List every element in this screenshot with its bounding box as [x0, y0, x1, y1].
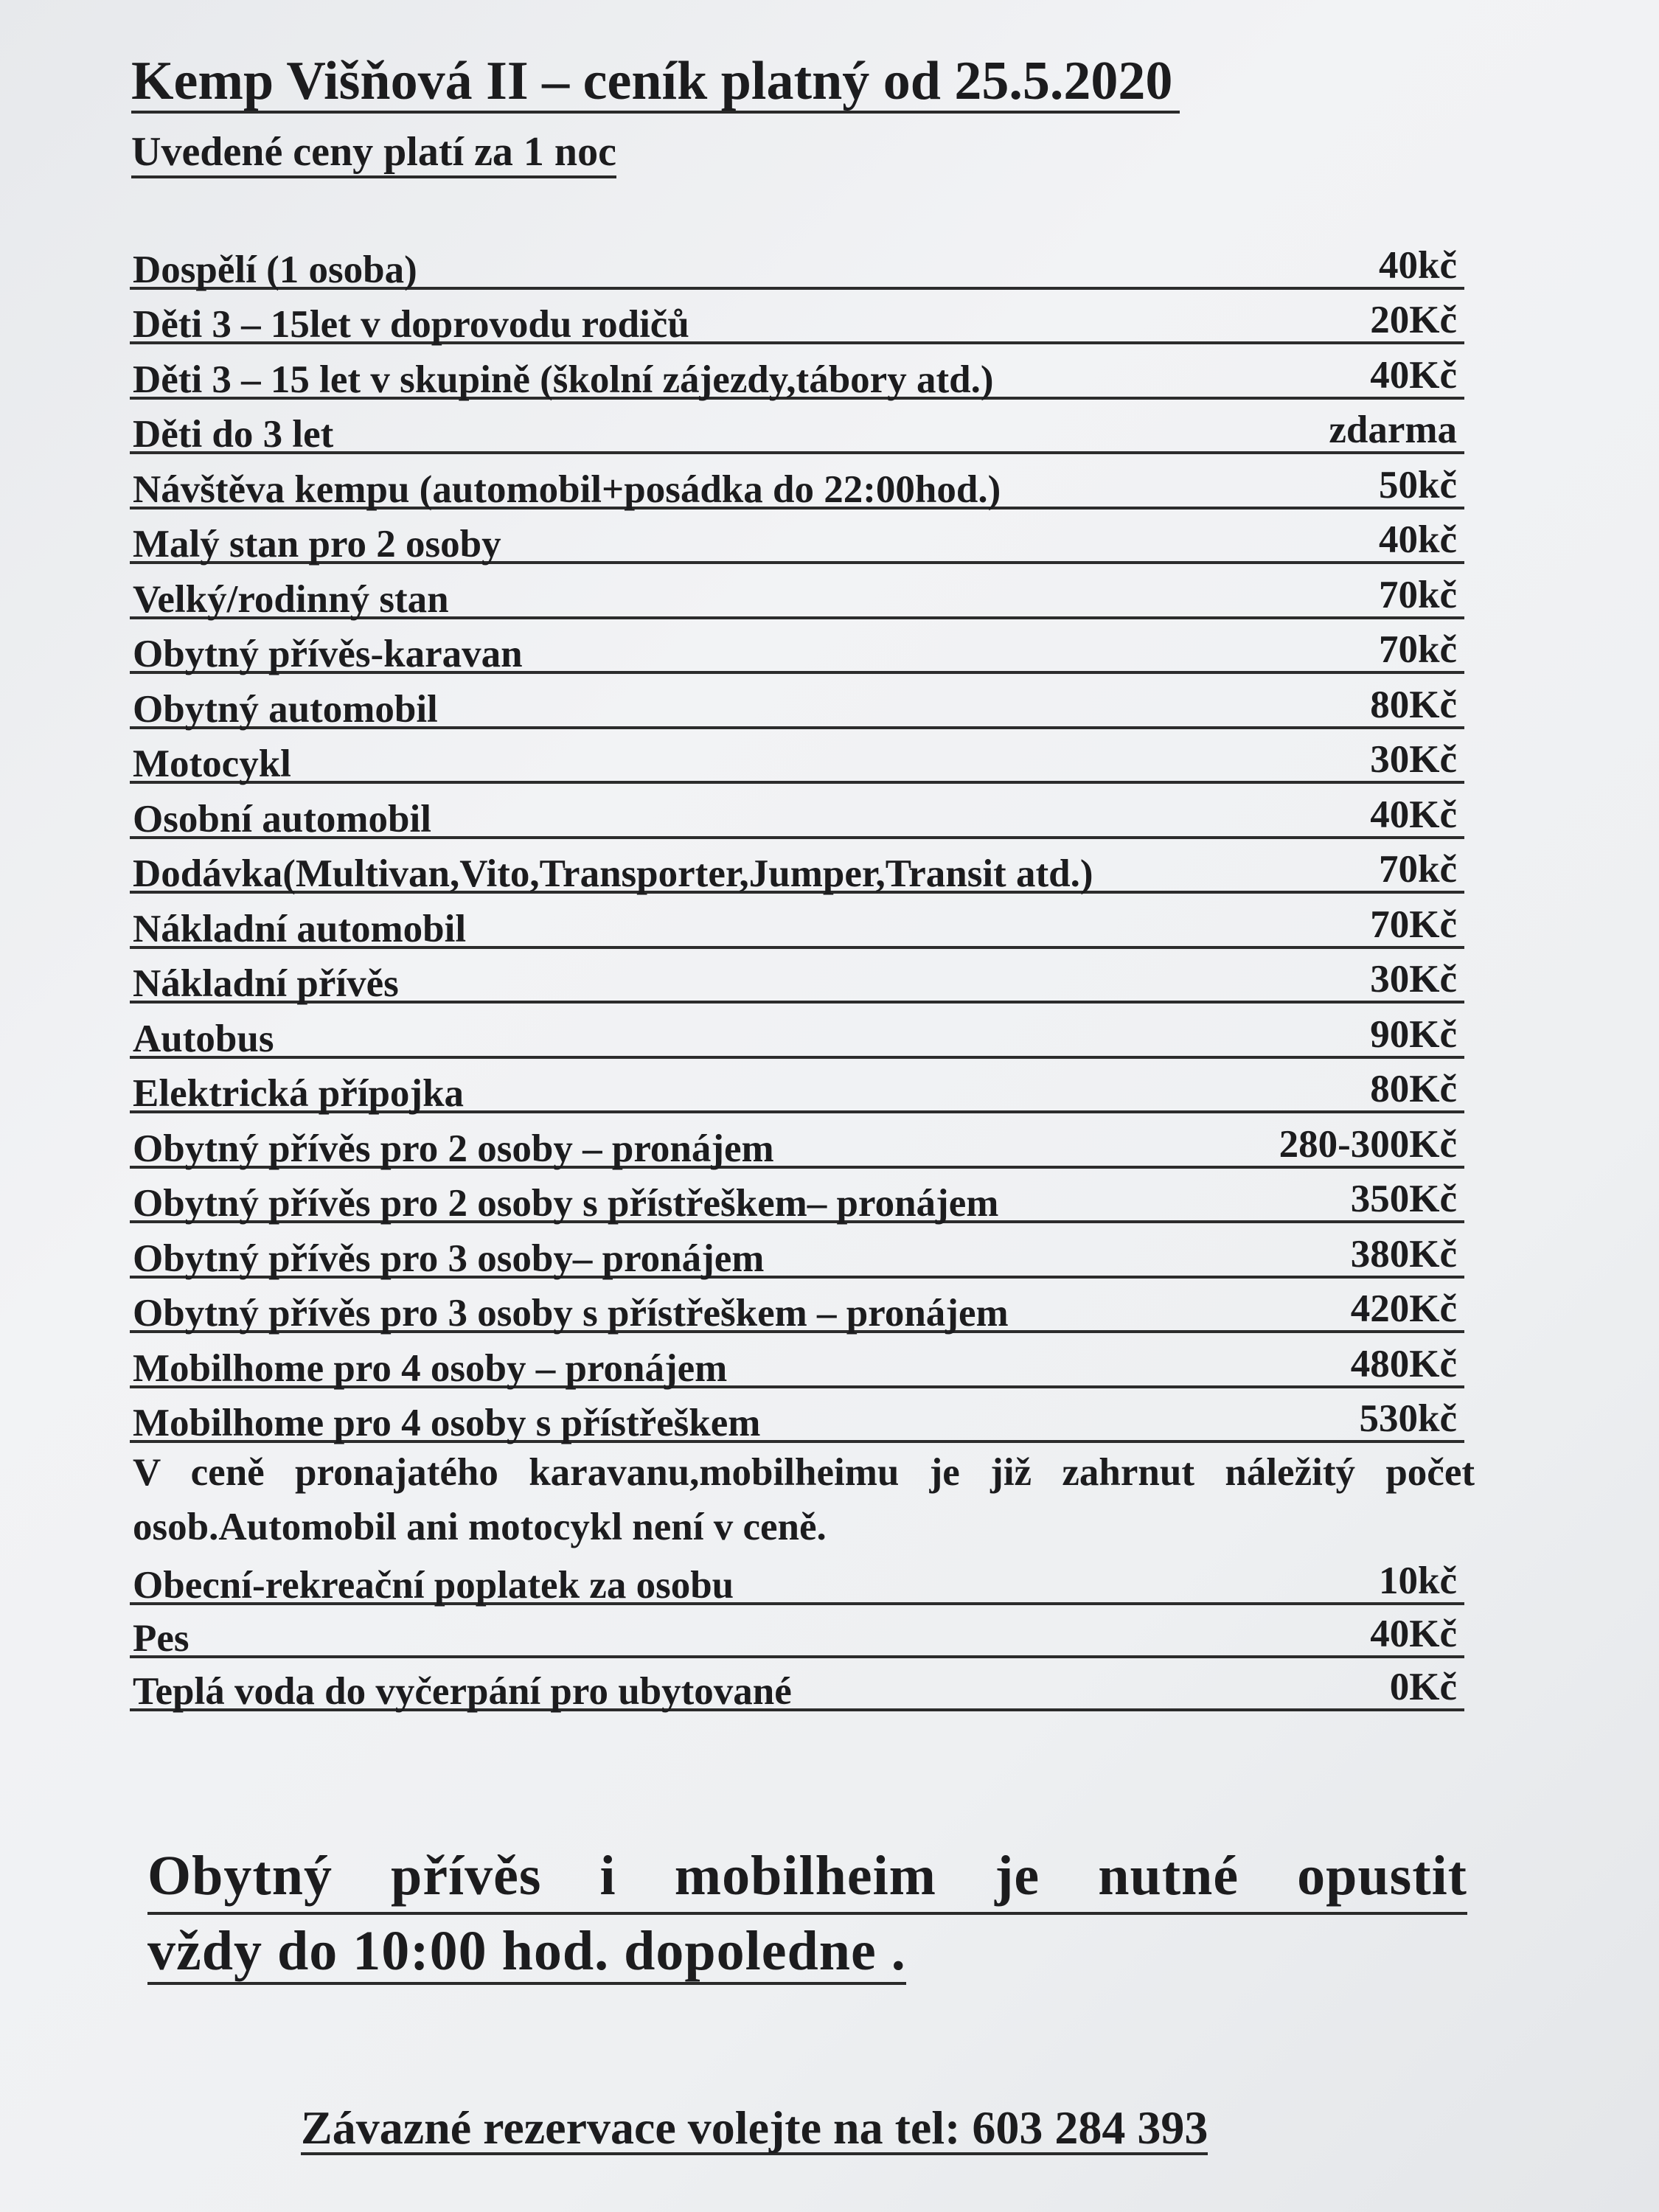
- price-row-value: 480Kč: [1350, 1342, 1457, 1385]
- price-row-label: Děti do 3 let: [133, 413, 334, 456]
- price-row-value: 280-300Kč: [1279, 1122, 1457, 1166]
- price-row-value: 530kč: [1359, 1397, 1457, 1440]
- price-row: [130, 784, 1464, 839]
- price-row-value: 30Kč: [1370, 738, 1457, 781]
- price-row-label: Pes: [133, 1617, 189, 1660]
- price-row-label: Návštěva kempu (automobil+posádka do 22:00hod.): [133, 467, 1001, 511]
- price-row-value: 420Kč: [1350, 1287, 1457, 1330]
- price-row-label: Motocykl: [133, 742, 291, 785]
- price-row-label: Obytný přívěs pro 2 osoby – pronájem: [133, 1127, 774, 1170]
- price-row-label: Velký/rodinný stan: [133, 577, 449, 621]
- price-list: [130, 234, 1464, 1443]
- price-row-value: 40Kč: [1370, 793, 1457, 836]
- price-row-label: Nákladní přívěs: [133, 962, 399, 1005]
- price-row-value: 0Kč: [1389, 1666, 1457, 1708]
- price-row-value: 40kč: [1379, 243, 1457, 287]
- price-row-value: 380Kč: [1350, 1232, 1457, 1276]
- price-row-value: 70Kč: [1370, 902, 1457, 946]
- price-row-value: 10kč: [1379, 1559, 1457, 1602]
- price-row-label: Malý stan pro 2 osoby: [133, 523, 501, 566]
- extras-list: [130, 1552, 1464, 1711]
- checkout-warning-line-2-text: vždy do 10:00 hod. dopoledne .: [147, 1920, 906, 1985]
- price-row: [130, 1605, 1464, 1658]
- price-row-value: 80Kč: [1370, 683, 1457, 726]
- price-row: [130, 1004, 1464, 1059]
- price-row: [130, 1658, 1464, 1711]
- included-note: V ceně pronajatého karavanu,mobilheimu je již zahrnut náležitý počet osob.Automobil ani motocykl není v ceně.: [133, 1451, 1475, 1548]
- price-row: [130, 234, 1464, 290]
- price-row-label: Dodávka(Multivan,Vito,Transporter,Jumper,Transit atd.): [133, 852, 1093, 895]
- price-row-label: Obytný přívěs-karavan: [133, 633, 523, 675]
- price-row: [130, 400, 1464, 455]
- price-row-label: Obytný automobil: [133, 687, 438, 731]
- price-row-label: Mobilhome pro 4 osoby – pronájem: [133, 1346, 728, 1390]
- price-row: [130, 509, 1464, 565]
- price-row-value: 30Kč: [1370, 958, 1457, 1001]
- price-row: [130, 454, 1464, 509]
- price-row: [130, 949, 1464, 1004]
- price-row-value: 70kč: [1379, 628, 1457, 671]
- price-row: [130, 619, 1464, 675]
- checkout-warning-line-1: Obytný přívěs i mobilheim je nutné opustit: [147, 1840, 1467, 1915]
- price-row-value: 70kč: [1379, 848, 1457, 891]
- price-row-value: 20Kč: [1370, 299, 1457, 341]
- price-row-label: Dospělí (1 osoba): [133, 248, 417, 291]
- checkout-warning-line-2: [147, 1915, 1467, 1987]
- price-row-value: 350Kč: [1350, 1178, 1457, 1220]
- reservation-contact: Závazné rezervace volejte na tel: 603 284 393: [301, 2103, 1208, 2155]
- price-row-value: 50kč: [1379, 463, 1457, 507]
- price-row-label: Obytný přívěs pro 2 osoby s přístřeškem– pronájem: [133, 1182, 999, 1225]
- price-row-label: Obytný přívěs pro 3 osoby– pronájem: [133, 1237, 765, 1280]
- price-row: [130, 839, 1464, 894]
- price-row: [130, 1113, 1464, 1169]
- price-row-label: Elektrická přípojka: [133, 1072, 465, 1115]
- price-row: [130, 1059, 1464, 1114]
- price-row-label: Nákladní automobil: [133, 907, 467, 950]
- price-row: [130, 729, 1464, 785]
- price-row-value: zdarma: [1329, 408, 1457, 451]
- price-row-label: Osobní automobil: [133, 797, 431, 841]
- price-row: [130, 564, 1464, 619]
- price-row: [130, 1333, 1464, 1388]
- price-row: [130, 344, 1464, 400]
- price-row-value: 40Kč: [1370, 1613, 1457, 1655]
- price-row: [130, 1279, 1464, 1334]
- price-row-value: 70kč: [1379, 573, 1457, 616]
- price-row-label: Teplá voda do vyčerpání pro ubytované: [133, 1670, 792, 1713]
- price-row: [130, 1388, 1464, 1444]
- price-row: [130, 894, 1464, 949]
- price-row: [130, 1169, 1464, 1224]
- price-row: [130, 674, 1464, 729]
- price-row-label: Děti 3 – 15 let v skupině (školní zájezdy,tábory atd.): [133, 358, 994, 401]
- price-row-label: Obytný přívěs pro 3 osoby s přístřeškem – pronájem: [133, 1292, 1009, 1335]
- price-row-label: Děti 3 – 15let v doprovodu rodičů: [133, 303, 689, 346]
- price-row-label: Autobus: [133, 1017, 274, 1060]
- price-row-label: Obecní-rekreační poplatek za osobu: [133, 1564, 734, 1607]
- price-row: [130, 1552, 1464, 1605]
- price-row-value: 80Kč: [1370, 1068, 1457, 1110]
- page-subtitle: Uvedené ceny platí za 1 noc: [131, 130, 616, 178]
- price-row-value: 90Kč: [1370, 1012, 1457, 1056]
- price-row: [130, 1223, 1464, 1279]
- price-row-value: 40Kč: [1370, 353, 1457, 397]
- page-title: Kemp Višňová II – ceník platný od 25.5.2020: [131, 53, 1180, 114]
- checkout-warning: [147, 1840, 1467, 1987]
- price-row-label: Mobilhome pro 4 osoby s přístřeškem: [133, 1402, 761, 1444]
- price-row-value: 40kč: [1379, 518, 1457, 561]
- price-row: [130, 290, 1464, 345]
